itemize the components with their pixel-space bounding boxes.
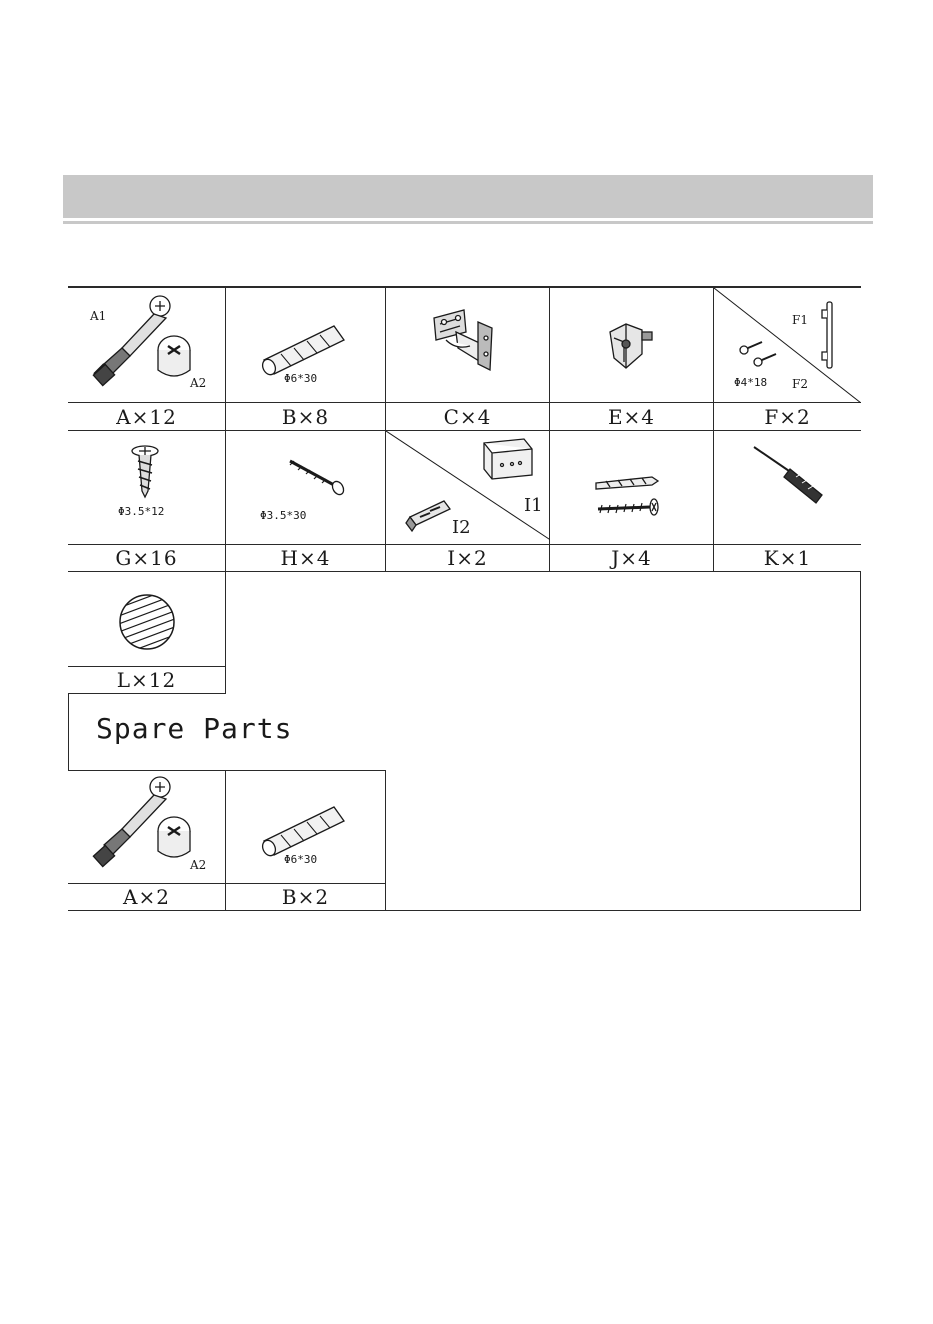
part-a-label: A×12 (68, 403, 226, 431)
wood-screw-icon (68, 431, 226, 545)
spec-g: Φ3.5*12 (118, 505, 165, 518)
dowel-icon (226, 288, 386, 403)
section-header-bar (63, 175, 873, 218)
shelf-support-icon (550, 288, 714, 403)
tag-a2: A2 (190, 376, 207, 390)
part-g-label: G×16 (68, 545, 226, 572)
wall-anchor-icon (550, 431, 714, 545)
part-k-label: K×1 (714, 545, 861, 572)
spec-f: Φ4*18 (734, 376, 768, 389)
spec-spare-b: Φ6*30 (284, 853, 318, 866)
part-a-cell (68, 288, 226, 403)
spare-parts-title: Spare Parts (96, 712, 293, 745)
part-c-cell (386, 288, 550, 403)
tag-i1: I1 (524, 495, 543, 516)
part-e-label: E×4 (550, 403, 714, 431)
spare-b-label: B×2 (226, 884, 386, 911)
bracket-icon (386, 431, 550, 545)
spare-a-label: A×2 (68, 884, 226, 911)
long-screw-icon (226, 431, 386, 545)
cover-cap-icon (68, 572, 226, 667)
handle-icon (714, 288, 861, 403)
tag-i2: I2 (452, 517, 471, 538)
part-h-label: H×4 (226, 545, 386, 572)
hinge-icon (386, 288, 550, 403)
spec-b: Φ6*30 (284, 372, 318, 385)
screwdriver-icon (714, 431, 861, 545)
part-f-cell (714, 288, 861, 403)
spare-b-cell (226, 770, 386, 884)
part-f-label: F×2 (714, 403, 861, 431)
tag-spare-a2: A2 (190, 858, 207, 872)
dowel-icon (226, 771, 386, 885)
tag-a1: A1 (90, 309, 107, 323)
spec-h: Φ3.5*30 (260, 509, 307, 522)
part-b-cell (226, 288, 386, 403)
part-h-cell (226, 431, 386, 545)
part-l-cell (68, 572, 226, 667)
section-header-rule (63, 221, 873, 224)
part-j-cell (550, 431, 714, 545)
tag-f1: F1 (792, 313, 808, 327)
part-c-label: C×4 (386, 403, 550, 431)
part-l-label: L×12 (68, 667, 226, 694)
cam-bolt-icon (68, 288, 226, 403)
part-e-cell (550, 288, 714, 403)
part-i-cell (386, 431, 550, 545)
cam-bolt-icon (68, 771, 226, 885)
part-b-label: B×8 (226, 403, 386, 431)
part-k-cell (714, 431, 861, 545)
tag-f2: F2 (792, 377, 808, 391)
part-j-label: J×4 (550, 545, 714, 572)
spare-a-cell (68, 770, 226, 884)
part-g-cell (68, 431, 226, 545)
part-i-label: I×2 (386, 545, 550, 572)
